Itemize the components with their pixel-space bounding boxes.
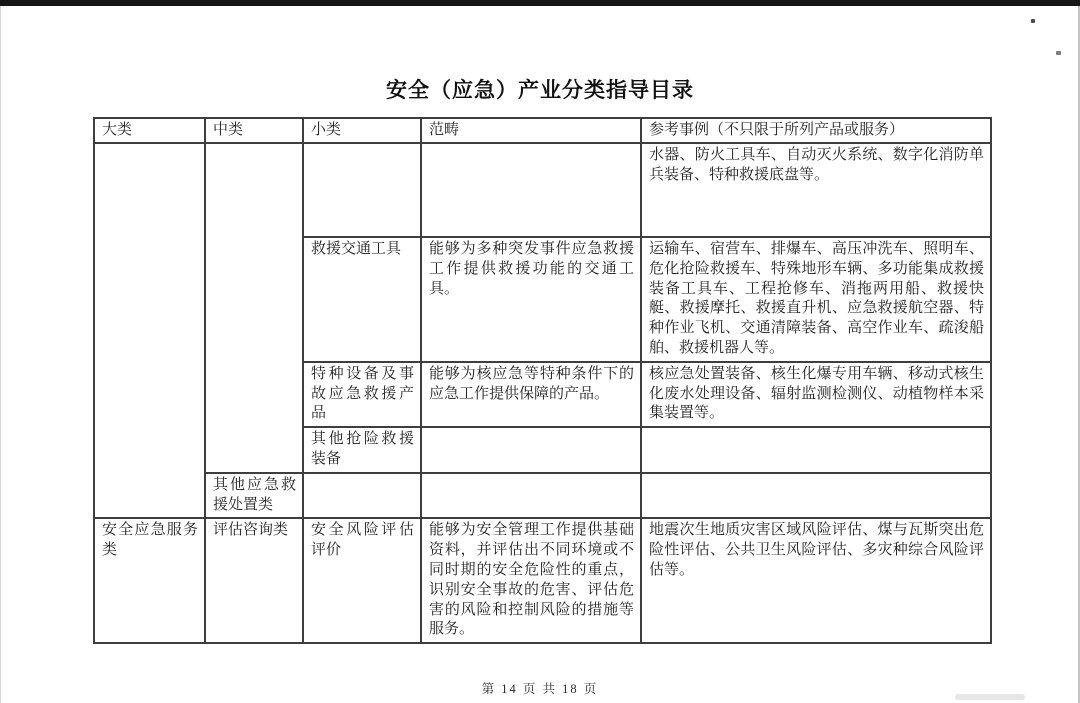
cell-scope-empty: [421, 427, 641, 473]
table-row: [94, 518, 991, 643]
header-cell-scope: 范畴: [421, 118, 641, 143]
cell-mid-other-emergency-response: 其他应急救援处置类: [205, 473, 303, 519]
cell-scope-risk-assessment: 能够为安全管理工作提供基础资料，并评估出不同环境或不同时期的安全危险性的重点，识别安全事故的危害、评估危害的风险和控制风险的措施等服务。: [421, 518, 641, 643]
cell-ref-rescue-transport: 运输车、宿营车、排爆车、高压冲洗车、照明车、危化抢险救援车、特殊地形车辆、多功能集成救援装备工具车、工程抢修车、消拖两用船、救援快艇、救援摩托、救援直升机、应急救援航空器、特种作业飞机、交通清障装备、高空作业车、疏浚船舶、救援机器人等。: [641, 237, 991, 362]
scan-artifact-speck: [1056, 51, 1061, 55]
cell-mid-continued-empty: [205, 143, 303, 473]
cell-sub-special-equipment: 特种设备及事故应急救援产品: [303, 362, 421, 427]
cell-ref-empty: [641, 473, 991, 519]
page-title: 安全（应急）产业分类指导目录: [386, 78, 694, 102]
header-cell-mid-category: 中类: [205, 118, 303, 143]
cell-sub-continued-empty: [303, 143, 421, 237]
scan-artifact-speck: [1031, 19, 1035, 23]
cell-sub-empty: [303, 473, 421, 519]
cell-scope-special-equipment: 能够为核应急等特种条件下的应急工作提供保障的产品。: [421, 362, 641, 427]
cell-ref-empty: [641, 427, 991, 473]
scan-artifact-top-bar: [0, 0, 1080, 6]
cell-ref-fire-equipment: 水器、防火工具车、自动灭火系统、数字化消防单兵装备、特种救援底盘等。: [641, 143, 991, 237]
cell-scope-rescue-transport: 能够为多种突发事件应急救援工作提供救援功能的交通工具。: [421, 237, 641, 362]
cell-mid-assessment-consulting: 评估咨询类: [205, 518, 303, 643]
header-cell-major-category: 大类: [94, 118, 205, 143]
table-row: [94, 473, 991, 519]
classification-table: [93, 117, 992, 644]
cell-sub-risk-assessment: 安全风险评估评价: [303, 518, 421, 643]
cell-sub-rescue-transport: 救援交通工具: [303, 237, 421, 362]
cell-sub-other-rescue-equipment: 其他抢险救援装备: [303, 427, 421, 473]
cell-major-continued-empty: [94, 143, 205, 518]
page-number: 第 14 页 共 18 页: [481, 682, 599, 696]
table-header-row: [94, 118, 991, 143]
table-row: [94, 143, 991, 237]
cell-ref-special-equipment: 核应急处置装备、核生化爆专用车辆、移动式核生化废水处理设备、辐射监测检测仪、动植物样本采集装置等。: [641, 362, 991, 427]
cell-scope-continued-empty: [421, 143, 641, 237]
scan-artifact-left-edge: [0, 6, 1, 703]
cell-scope-empty: [421, 473, 641, 519]
cell-major-safety-emergency-service: 安全应急服务类: [94, 518, 205, 643]
header-cell-reference-examples: 参考事例（不只限于所列产品或服务）: [641, 118, 991, 143]
header-cell-sub-category: 小类: [303, 118, 421, 143]
cell-ref-risk-assessment: 地震次生地质灾害区域风险评估、煤与瓦斯突出危险性评估、公共卫生风险评估、多灾种综合风险评估等。: [641, 518, 991, 643]
